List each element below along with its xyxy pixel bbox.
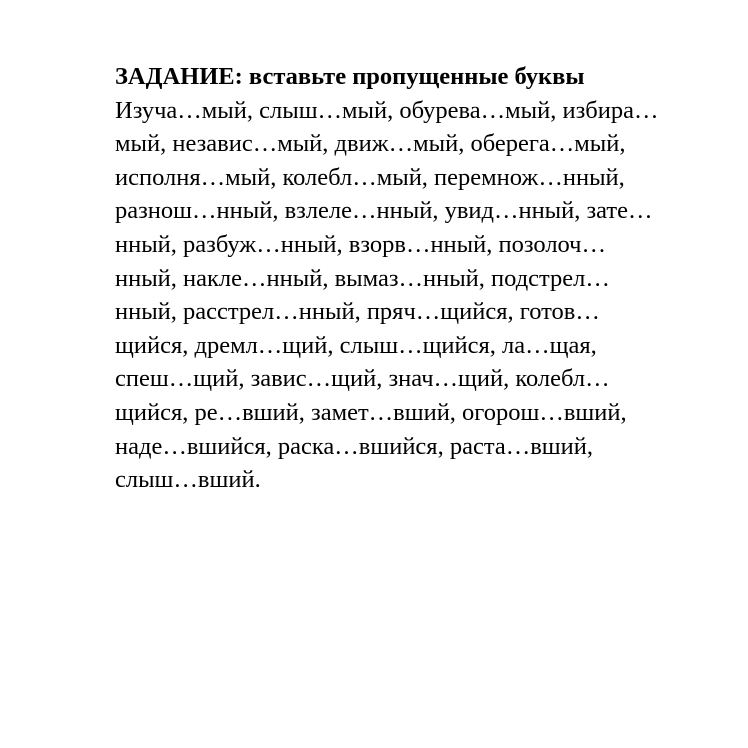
- text-line: щийся, ре…вший, замет…вший, огорош…вший,: [115, 398, 627, 426]
- text-line: слыш…вший.: [115, 466, 261, 494]
- text-line: спеш…щий, завис…щий, знач…щий, колебл…: [115, 365, 610, 393]
- text-line: исполня…мый, колебл…мый, перемнож…нный,: [115, 163, 625, 191]
- task-title: ЗАДАНИЕ: вставьте пропущенные буквы: [115, 63, 585, 90]
- text-line: щийся, дремл…щий, слыш…щийся, ла…щая,: [115, 331, 597, 359]
- text-line: Изуча…мый, слыш…мый, обурева…мый, избира…: [115, 96, 659, 124]
- text-line: нный, разбуж…нный, взорв…нный, позолоч…: [115, 230, 606, 258]
- text-line: нный, накле…нный, вымаз…нный, подстрел…: [115, 264, 610, 292]
- text-line: наде…вшийся, раска…вшийся, раста…вший,: [115, 432, 593, 460]
- text-line: разнош…нный, взлеле…нный, увид…нный, зате…: [115, 197, 653, 225]
- text-line: мый, независ…мый, движ…мый, оберега…мый,: [115, 130, 626, 158]
- text-line: нный, расстрел…нный, пряч…щийся, готов…: [115, 298, 600, 326]
- task-block: [115, 60, 745, 497]
